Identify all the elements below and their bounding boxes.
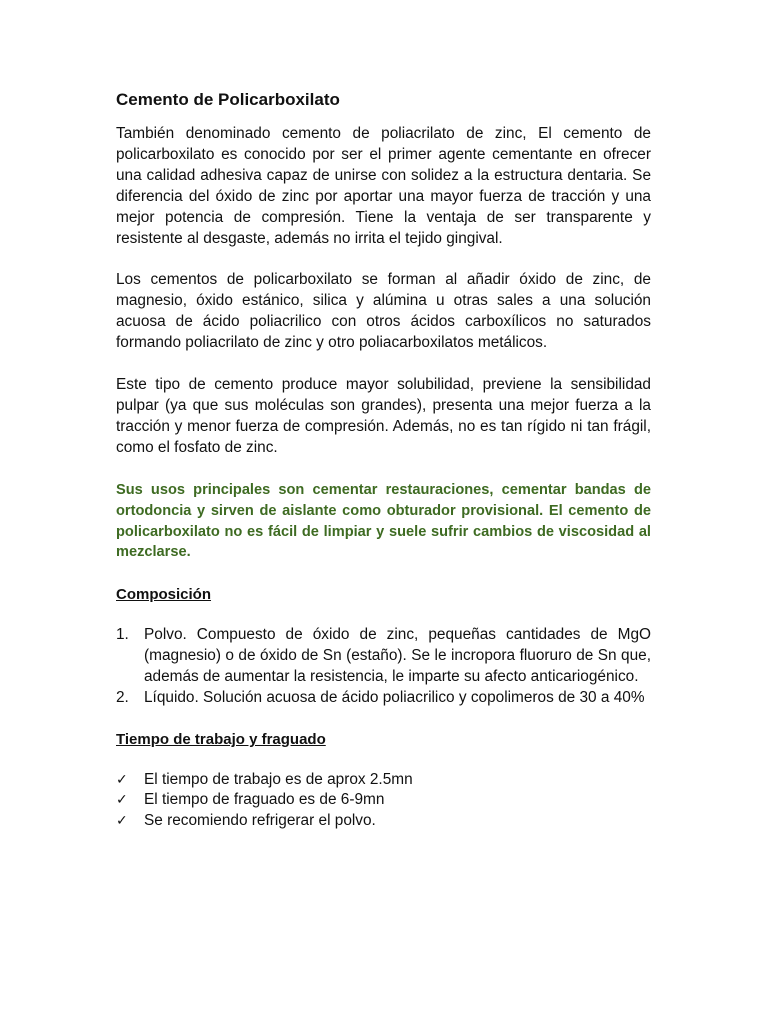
list-item [116, 770, 651, 791]
intro-paragraph: También denominado cemento de poliacrilato de zinc, El cemento de policarboxilato es conocido por ser el primer agente cementante en ofrecer una calidad adhesiva capaz de unirse con solidez a la estructura dentaria. Se diferencia del óxido de zinc por aportar una mayor fuerza de tracción y una mejor potencia de compresión. Tiene la ventaja de ser transparente y resistente al desgaste, además no irrita el tejido gingival. [116, 125, 651, 247]
document-page [116, 88, 651, 831]
list-number: 1. [116, 626, 129, 644]
list-item-text: Líquido. Solución acuosa de ácido poliacrilico y copolimeros de 30 a 40% [144, 689, 645, 707]
uses-highlight-paragraph: Sus usos principales son cementar restauraciones, cementar bandas de ortodoncia y sirven de aislante como obturador provisional. El cemento de policarboxilato no es fácil de limpiar y suele sufrir cambios de viscosidad al mezclarse. [116, 481, 651, 561]
list-item [116, 688, 651, 709]
composition-list [116, 625, 651, 709]
composition-heading: Composición [116, 586, 212, 604]
list-item-text: Polvo. Compuesto de óxido de zinc, pequeñas cantidades de MgO (magnesio) o de óxido de Sn (estaño). Se le incropora fluoruro de Sn que, además de aumentar la resistencia, le imparte su afecto anticariogénico. [144, 626, 651, 686]
list-item-text: Se recomiendo refrigerar el polvo. [144, 811, 376, 829]
list-number: 2. [116, 689, 129, 707]
document-title: Cemento de Policarboxilato [116, 90, 340, 109]
list-item [116, 625, 651, 688]
formation-paragraph: Los cementos de policarboxilato se forman al añadir óxido de zinc, de magnesio, óxido estánico, silica y alúmina u otras sales a una solución acuosa de ácido poliacrilico con otros ácidos carboxílicos no saturados formando poliacrilato de zinc y otro poliacarboxilatos metálicos. [116, 271, 651, 352]
list-item-text: El tiempo de fraguado es de 6-9mn [144, 791, 385, 809]
properties-paragraph: Este tipo de cemento produce mayor solubilidad, previene la sensibilidad pulpar (ya que sus moléculas son grandes), presenta una mejor fuerza a la tracción y menor fuerza de compresión. Además, no es tan rígido ni tan frágil, como el fosfato de zinc. [116, 376, 651, 456]
checkmark-icon: ✓ [116, 792, 128, 809]
checkmark-icon: ✓ [116, 812, 128, 829]
list-item [116, 811, 651, 832]
list-item-text: El tiempo de trabajo es de aprox 2.5mn [144, 770, 413, 788]
working-time-list [116, 770, 651, 832]
working-time-heading: Tiempo de trabajo y fraguado [116, 730, 326, 748]
list-item [116, 790, 651, 811]
checkmark-icon: ✓ [116, 771, 128, 788]
